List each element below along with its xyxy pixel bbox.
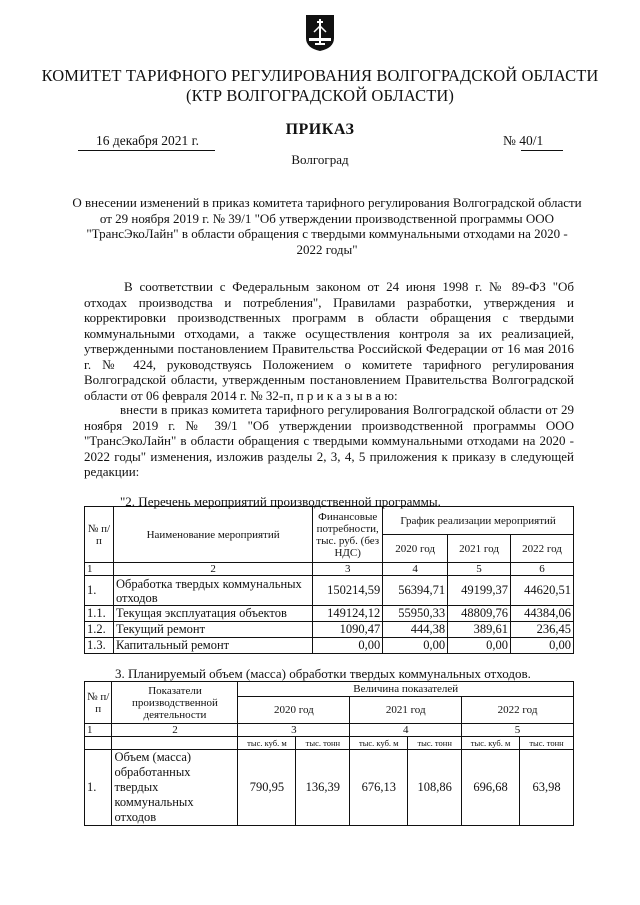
header-2020: 2020 год — [383, 535, 448, 563]
row-2020-m3: 790,95 — [238, 750, 296, 826]
col-number: 5 — [462, 724, 574, 737]
unit-t: тыс. тонн — [408, 737, 462, 750]
body-paragraph-1: В соответствии с Федеральным законом от 24 июня 1998 г. № 89-ФЗ "Об отходах производства и потребления", Правилами разработки, утверждения и корректировки производственных программ в области обращения с твердыми коммунальными отходами, а также осуществления контроля за их реализацией, утвержденными постановлением Правительства Российской Федерации от 16 мая 2016 г. № 424, руководствуясь Положением о комитете тарифного регулирования Волгоградской области, утвержденным постановлением Правительства Волгоградской области от 06 февраля 2014 г. № 32-п, п р и к а з ы в а ю: — [84, 279, 574, 403]
header-2022: 2022 год — [462, 697, 574, 724]
organization-name: КОМИТЕТ ТАРИФНОГО РЕГУЛИРОВАНИЯ ВОЛГОГРАДСКОЙ ОБЛАСТИ — [41, 66, 599, 85]
col-number: 2 — [113, 563, 312, 576]
header-num: № п/п — [85, 507, 114, 563]
unit-t: тыс. тонн — [520, 737, 574, 750]
col-number: 6 — [511, 563, 574, 576]
row-num: 1.2. — [85, 622, 114, 638]
row-2021-t: 108,86 — [408, 750, 462, 826]
col-number: 4 — [350, 724, 462, 737]
row-2022: 236,45 — [511, 622, 574, 638]
unit-m3: тыс. куб. м — [238, 737, 296, 750]
header-2021: 2021 год — [448, 535, 511, 563]
col-number: 4 — [383, 563, 448, 576]
row-2021: 0,00 — [448, 638, 511, 654]
document-city: Волгоград — [291, 152, 349, 167]
unit-t: тыс. тонн — [296, 737, 350, 750]
col-number: 3 — [238, 724, 350, 737]
row-num: 1.3. — [85, 638, 114, 654]
row-2020: 0,00 — [383, 638, 448, 654]
row-2022-t: 63,98 — [520, 750, 574, 826]
table-row — [85, 750, 574, 826]
header-2021: 2021 год — [350, 697, 462, 724]
measures-table — [84, 506, 574, 654]
row-name: Обработка твердых коммунальных отходов — [113, 576, 312, 606]
coat-of-arms-emblem — [305, 14, 335, 52]
unit-m3: тыс. куб. м — [462, 737, 520, 750]
header-finance: Финансовые потребности, тыс. руб. (без НДС) — [313, 507, 383, 563]
col-number: 1 — [85, 724, 112, 737]
section-2-title: "2. Перечень мероприятий производственной программы. — [120, 494, 441, 509]
document-date: 16 декабря 2021 г. — [96, 133, 200, 148]
row-2022: 44384,06 — [511, 606, 574, 622]
row-2020-t: 136,39 — [296, 750, 350, 826]
date-underline — [78, 150, 215, 151]
table-row — [85, 638, 574, 654]
row-2020: 444,38 — [383, 622, 448, 638]
header-2022: 2022 год — [511, 535, 574, 563]
row-2021-m3: 676,13 — [350, 750, 408, 826]
header-schedule: График реализации мероприятий — [383, 507, 574, 535]
table-row — [85, 576, 574, 606]
section-3-title: 3. Планируемый объем (масса) обработки твердых коммунальных отходов. — [115, 666, 531, 681]
volume-table — [84, 681, 574, 826]
header-name: Наименование мероприятий — [113, 507, 312, 563]
col-number: 3 — [313, 563, 383, 576]
document-type: ПРИКАЗ — [285, 121, 355, 138]
row-name: Капитальный ремонт — [113, 638, 312, 654]
unit-m3: тыс. куб. м — [350, 737, 408, 750]
organization-short-name: (КТР ВОЛГОГРАДСКОЙ ОБЛАСТИ) — [185, 86, 454, 105]
header-values: Величина показателей — [238, 682, 574, 697]
row-name: Объем (масса) обработанных твердых коммунальных отходов — [112, 750, 238, 826]
document-subject: О внесении изменений в приказ комитета тарифного регулирования Волгоградской области от 29 ноября 2019 г. № 39/1 "Об утверждении производственной программы ООО "ТрансЭкоЛайн" в области обращения с твердыми коммунальными отходами на 2020 - 2022 годы" — [72, 195, 582, 257]
row-num: 1. — [85, 576, 114, 606]
col-number: 2 — [112, 724, 238, 737]
number-underline — [521, 150, 563, 151]
row-2022: 44620,51 — [511, 576, 574, 606]
document-number: № 40/1 — [503, 133, 544, 148]
row-finance: 0,00 — [313, 638, 383, 654]
row-2021: 389,61 — [448, 622, 511, 638]
row-finance: 1090,47 — [313, 622, 383, 638]
row-2022-m3: 696,68 — [462, 750, 520, 826]
row-finance: 150214,59 — [313, 576, 383, 606]
header-num: № п/п — [85, 682, 112, 724]
row-name: Текущая эксплуатация объектов — [113, 606, 312, 622]
table-row — [85, 622, 574, 638]
header-indicator: Показатели производственной деятельности — [112, 682, 238, 724]
row-2020: 56394,71 — [383, 576, 448, 606]
row-num: 1. — [85, 750, 112, 826]
row-finance: 149124,12 — [313, 606, 383, 622]
col-number: 1 — [85, 563, 114, 576]
table-row — [85, 606, 574, 622]
row-2022: 0,00 — [511, 638, 574, 654]
row-2021: 48809,76 — [448, 606, 511, 622]
row-num: 1.1. — [85, 606, 114, 622]
row-2021: 49199,37 — [448, 576, 511, 606]
body-paragraph-2: внести в приказ комитета тарифного регулирования Волгоградской области от 29 ноября 2019 г. № 39/1 "Об утверждении производственной программы ООО "ТрансЭкоЛайн" в области обращения с твердыми коммунальными отходами на 2020 - 2022 годы" изменения, изложив разделы 2, 3, 4, 5 приложения к приказу в следующей редакции: — [84, 402, 574, 479]
row-2020: 55950,33 — [383, 606, 448, 622]
row-name: Текущий ремонт — [113, 622, 312, 638]
col-number: 5 — [448, 563, 511, 576]
header-2020: 2020 год — [238, 697, 350, 724]
